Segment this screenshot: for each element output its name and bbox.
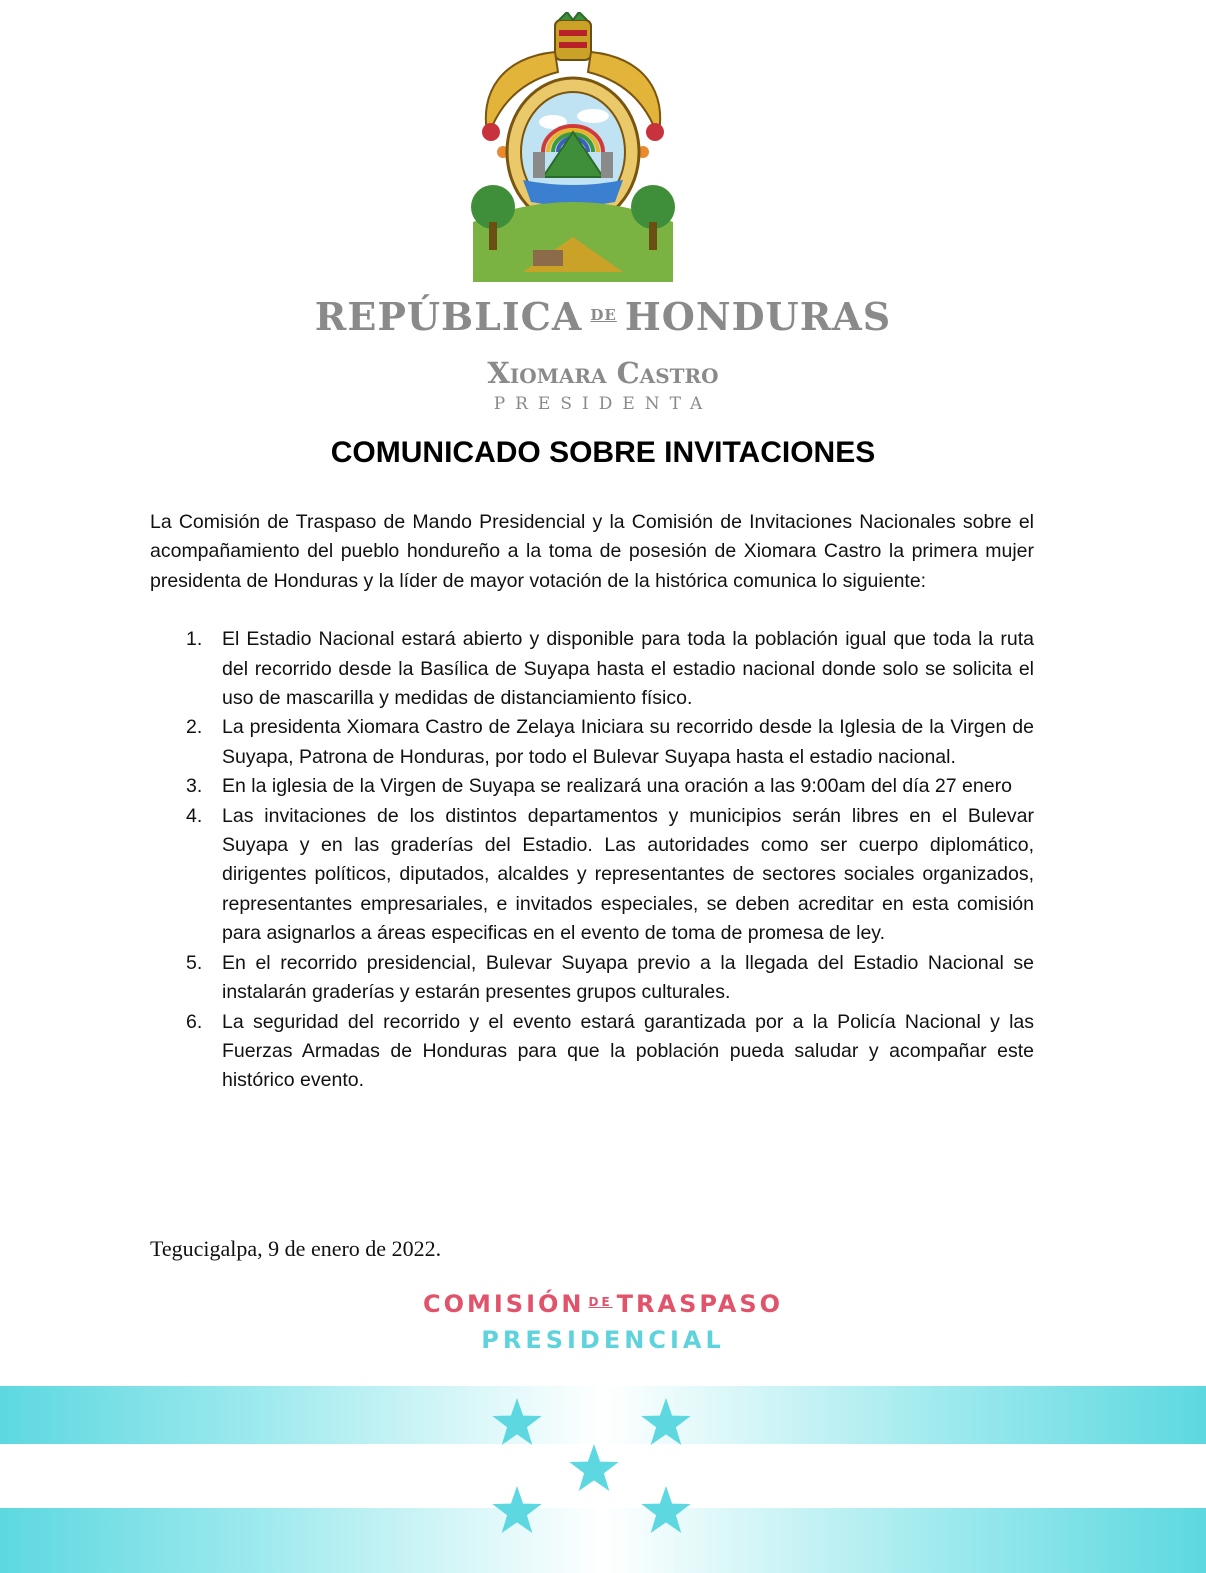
list-item-text: En el recorrido presidencial, Bulevar Suyapa previo a la llegada del Estadio Nacional se instalarán graderías y estarán presentes grupos culturales.	[222, 951, 1034, 1004]
list-item	[150, 1008, 1034, 1096]
list-item-number: 2.	[186, 716, 203, 739]
place-and-date: Tegucigalpa, 9 de enero de 2022.	[150, 1236, 442, 1261]
president-name: Xiomara Castro	[487, 356, 719, 390]
country-name-de: DE	[590, 305, 617, 324]
list-item	[150, 772, 1034, 801]
intro-paragraph: La Comisión de Traspaso de Mando Presidencial y la Comisión de Invitaciones Nacionales sobre el acompañamiento del pueblo hondureño a la toma de posesión de Xiomara Castro la primera mujer presidenta de Honduras y la líder de mayor votación de la histórica comunica lo siguiente:	[150, 511, 1034, 592]
president-role: PRESIDENTA	[493, 394, 713, 414]
document-body	[150, 508, 1034, 1096]
star-icon	[641, 1398, 690, 1445]
document-title: COMUNICADO SOBRE INVITACIONES	[330, 436, 876, 469]
list-item	[150, 949, 1034, 1008]
announcement-list	[150, 625, 1034, 1096]
list-item-text: En la iglesia de la Virgen de Suyapa se realizará una oración a las 9:00am del día 27 enero	[222, 775, 1012, 798]
star-icon	[492, 1398, 541, 1445]
star-icon	[641, 1486, 690, 1533]
country-name	[0, 294, 1206, 339]
list-item	[150, 625, 1034, 713]
list-item-number: 1.	[186, 628, 203, 651]
commission-logo-line2: PRESIDENCIAL	[481, 1326, 725, 1354]
country-name-part2: HONDURAS	[624, 294, 892, 339]
list-item-number: 6.	[186, 1010, 203, 1033]
commission-part2: TRASPASO	[616, 1290, 784, 1318]
list-item-text: Las invitaciones de los distintos departamentos y municipios serán libres en el Bulevar Suyapa y en las graderías del Estadio. Las autoridades como ser cuerpo diplomático, dirigentes políticos, diputados, alcaldes y representantes de sectores sociales organizados, representantes empresariales, e invitados especiales, se deben acreditar en esta comisión para asignarlos a áreas especificas en el evento de toma de promesa de ley.	[222, 804, 1034, 945]
star-icon	[569, 1444, 618, 1491]
list-item-number: 4.	[186, 804, 203, 827]
list-item-number: 5.	[186, 951, 203, 974]
flag-stars	[0, 1386, 1206, 1573]
list-item-number: 3.	[186, 775, 203, 798]
country-name-part1: REPÚBLICA	[314, 294, 583, 339]
star-icon	[492, 1486, 541, 1533]
list-item	[150, 713, 1034, 772]
commission-part1: COMISIÓN	[422, 1290, 585, 1318]
commission-logo-line1	[0, 1290, 1206, 1318]
commission-de: DE	[588, 1295, 613, 1309]
list-item-text: La seguridad del recorrido y el evento estará garantizada por a la Policía Nacional y las Fuerzas Armadas de Honduras para que la población pueda saludar y acompañar este histórico evento.	[222, 1010, 1034, 1092]
coat-of-arms-emblem	[463, 12, 683, 282]
list-item	[150, 802, 1034, 949]
list-item-text: La presidenta Xiomara Castro de Zelaya Iniciara su recorrido desde la Iglesia de la Virgen de Suyapa, Patrona de Honduras, por todo el Bulevar Suyapa hasta el estadio nacional.	[222, 716, 1034, 768]
list-item-text: El Estadio Nacional estará abierto y disponible para toda la población igual que toda la ruta del recorrido desde la Basílica de Suyapa hasta el estadio nacional donde solo se solicita el uso de mascarilla y medidas de distanciamiento físico.	[222, 628, 1034, 710]
